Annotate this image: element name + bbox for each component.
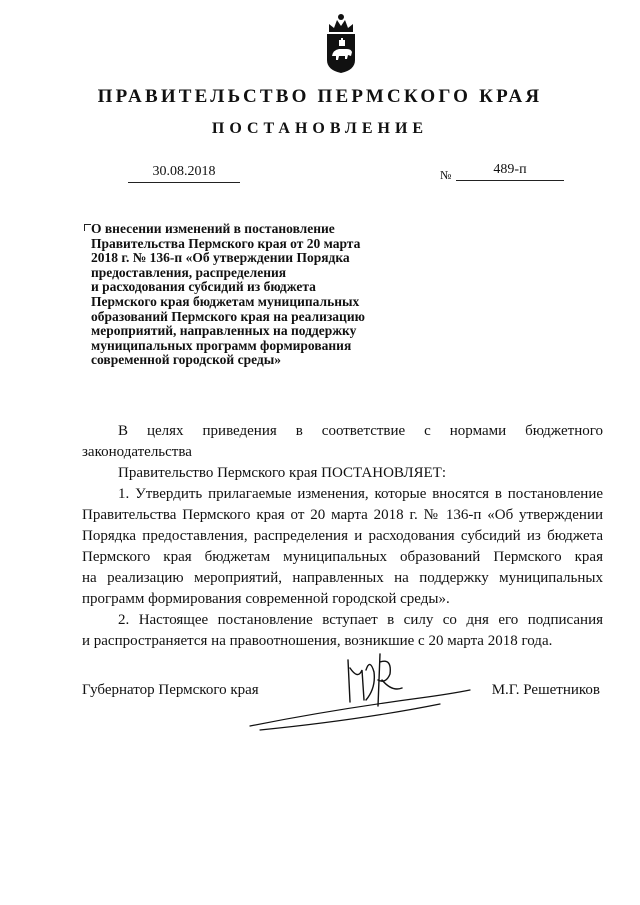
document-subject [91,222,411,368]
number-sign: № [440,168,452,182]
paragraph-line: Правительства Пермского края от 20 марта 2018 г. № 136-п «Об утверждении [82,507,603,523]
document-type: ПОСТАНОВЛЕНИЕ [211,120,429,137]
document-date: 30.08.2018 [128,164,240,183]
subject-line: современной городской среды» [91,352,282,368]
paragraph-line: Правительство Пермского края ПОСТАНОВЛЯЕТ: [118,465,447,481]
paragraph-line: 2. Настоящее постановление вступает в силу со дня его подписания [118,612,603,628]
paragraph-line: и распространяется на правоотношения, возникшие с 20 марта 2018 года. [82,633,553,649]
subject-line: Пермского края бюджетам муниципальных [91,293,360,309]
paragraph-line: программ формирования современной городской среды». [82,591,450,607]
paragraph-line: на реализацию мероприятий, направленных на поддержку муниципальных [82,570,603,586]
coat-of-arms-icon [323,12,359,74]
paragraph-line: В целях приведения в соответствие с нормами бюджетного [118,423,603,439]
subject-line: муниципальных программ формирования [91,337,352,353]
paragraph-line: Порядка предоставления, распределения и расходования субсидий из бюджета [82,528,603,544]
document-number: 489-п [456,162,564,181]
subject-line: О внесении изменений в постановление [91,221,335,236]
document-body [82,421,603,652]
handwritten-signature-icon [240,640,480,740]
paragraph-line: Пермского края бюджетам муниципальных образований Пермского края [82,549,603,565]
subject-line: мероприятий, направленных на поддержку [91,323,357,339]
organization-title: ПРАВИТЕЛЬСТВО ПЕРМСКОГО КРАЯ [97,86,543,107]
subject-line: предоставления, распределения [91,264,287,280]
paragraph-line: 1. Утвердить прилагаемые изменения, которые вносятся в постановление [118,486,603,502]
governor-name: М.Г. Решетников [491,682,600,698]
paragraph-line: законодательства [82,444,192,460]
subject-line: и расходования субсидий из бюджета [91,279,316,295]
subject-line: Правительства Пермского края от 20 марта [91,235,361,251]
subject-line: образований Пермского края на реализацию [91,308,365,324]
subject-bracket [84,224,91,231]
subject-line: 2018 г. № 136-п «Об утверждении Порядка [91,250,350,266]
governor-title: Губернатор Пермского края [82,682,259,698]
